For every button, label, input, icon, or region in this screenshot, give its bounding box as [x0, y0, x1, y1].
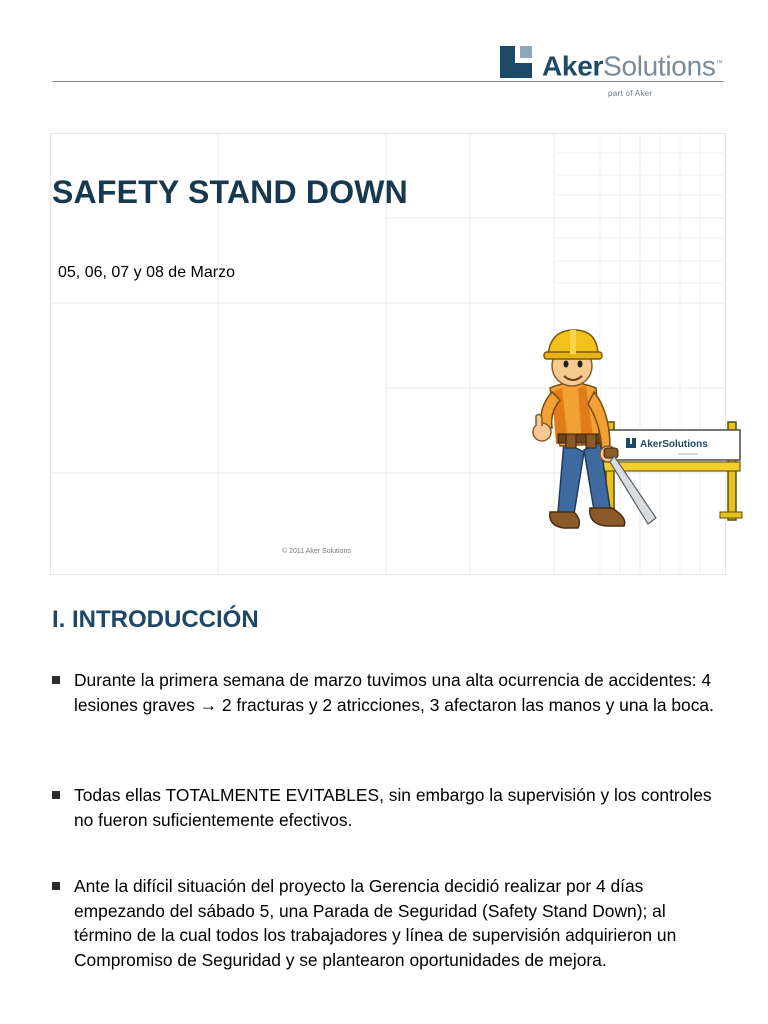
square-bullet-icon — [52, 676, 60, 684]
section-title: I. INTRODUCCIÓN — [52, 606, 259, 633]
header-divider — [52, 81, 724, 82]
construction-worker-icon — [528, 322, 746, 542]
slide-title: SAFETY STAND DOWN — [52, 174, 408, 210]
logo-tagline: part of Aker — [608, 89, 653, 98]
square-bullet-icon — [52, 882, 60, 890]
introduction-slide — [0, 578, 768, 1024]
trademark-mark: ™ — [715, 60, 723, 67]
logo-wordmark — [542, 48, 722, 82]
aker-logo-mark-icon — [500, 46, 532, 78]
bullet-text: Todas ellas TOTALMENTE EVITABLES, sin embargo la supervisión y los controles no fueron suficientemente efectivos. — [74, 785, 712, 830]
bullet-text: Ante la difícil situación del proyecto la Gerencia decidió realizar por 4 días empezando del sábado 5, una Parada de Seguridad (Safety Stand Down); al término de la cual todos los trabajadores y línea de supervisión adquirieron un Compromiso de Seguridad y se plantearon oportunidades de mejora. — [74, 876, 677, 970]
logo-text-solutions: Solutions — [603, 50, 716, 82]
square-bullet-icon — [52, 791, 60, 799]
logo-text-aker: Aker — [542, 50, 604, 82]
copyright-notice: © 2011 Aker Solutions — [282, 548, 351, 555]
aker-solutions-logo — [500, 46, 730, 86]
bullet-text: Durante la primera semana de marzo tuvimos una alta ocurrencia de accidentes: 4 lesiones graves → 2 fracturas y 2 atricciones, 3 afectaron las manos y una la boca. — [74, 670, 714, 715]
event-dates: 05, 06, 07 y 08 de Marzo — [58, 264, 235, 281]
barrier-sign-text: AkerSolutions — [640, 439, 708, 450]
